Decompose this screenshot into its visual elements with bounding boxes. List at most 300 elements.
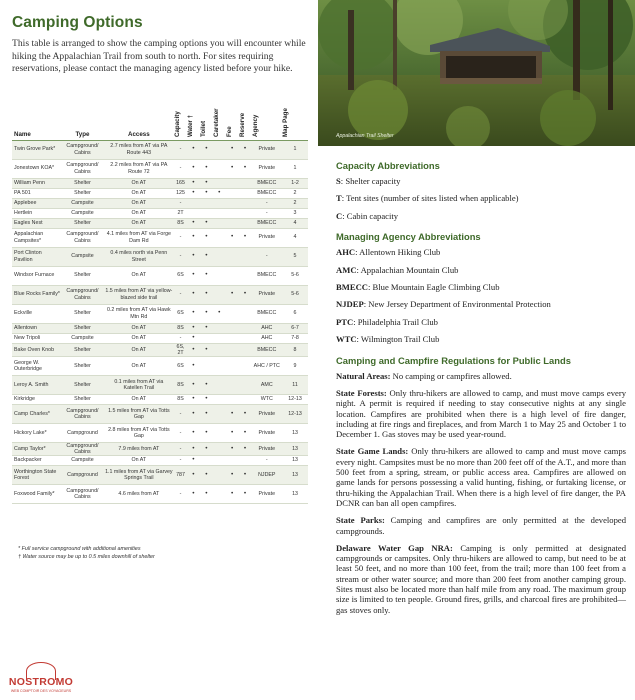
cell-type: Shelter — [61, 178, 103, 188]
cell-toilet — [200, 208, 213, 218]
table-row — [12, 484, 308, 503]
cell-map-page: 5 — [282, 247, 308, 266]
table-row — [12, 218, 308, 228]
cell-water: • — [187, 465, 200, 484]
header-capacity: Capacity — [174, 112, 187, 140]
cell-type: Shelter — [61, 343, 103, 356]
cell-capacity: 165 — [174, 178, 187, 188]
cell-access: 4.1 miles from AT via Forge Dam Rd — [104, 228, 174, 247]
cell-type: Campground/ Cabins — [61, 228, 103, 247]
header-access: Access — [104, 112, 174, 140]
cell-toilet: • — [200, 442, 213, 455]
cell-toilet: • — [200, 247, 213, 266]
cell-toilet: • — [200, 304, 213, 323]
cell-access: 0.2 miles from AT via Hawk Mtn Rd — [104, 304, 174, 323]
cell-type: Campground/ Cabins — [61, 442, 103, 455]
cell-capacity: - — [174, 423, 187, 442]
cell-caretaker — [213, 208, 226, 218]
cell-fee — [226, 188, 239, 198]
cell-water: • — [187, 188, 200, 198]
cell-toilet: • — [200, 404, 213, 423]
header-type: Type — [61, 112, 103, 140]
cell-reserve — [239, 356, 252, 375]
regulation-paragraph — [336, 543, 626, 615]
cell-access: On AT — [104, 178, 174, 188]
agency-abbr-title: Managing Agency Abbreviations — [336, 231, 481, 243]
cell-map-page: 6-7 — [282, 323, 308, 333]
cell-caretaker — [213, 159, 226, 178]
table-row — [12, 198, 308, 208]
cell-map-page: 6 — [282, 304, 308, 323]
capacity-abbr-description: : Cabin capacity — [342, 210, 399, 221]
agency-abbr-item — [336, 282, 626, 292]
cell-agency: Private — [252, 228, 283, 247]
regulation-text: Camping and campfires are only permitted at the developed campgrounds. — [336, 515, 626, 536]
cell-name: Foxwood Family* — [12, 484, 61, 503]
cell-agency: - — [252, 198, 283, 208]
cell-map-page: 3 — [282, 208, 308, 218]
cell-capacity: 8S — [174, 218, 187, 228]
cell-agency: BMECC — [252, 304, 283, 323]
cell-type: Shelter — [61, 375, 103, 394]
cell-reserve: • — [239, 404, 252, 423]
cell-access: 2.7 miles from AT via PA Route 443 — [104, 140, 174, 159]
cell-fee: • — [226, 140, 239, 159]
cell-fee — [226, 247, 239, 266]
cell-agency: Private — [252, 404, 283, 423]
cell-type: Campground/ Cabins — [61, 159, 103, 178]
cell-fee — [226, 266, 239, 285]
cell-agency: - — [252, 247, 283, 266]
cell-type: Campground — [61, 465, 103, 484]
agency-abbr-item — [336, 265, 626, 275]
cell-toilet: • — [200, 140, 213, 159]
cell-toilet — [200, 198, 213, 208]
capacity-abbr-item — [336, 211, 626, 221]
cell-toilet: • — [200, 285, 213, 304]
cell-map-page: 5-6 — [282, 285, 308, 304]
agency-abbr-description: : Philadelphia Trail Club — [353, 316, 438, 327]
cell-caretaker — [213, 285, 226, 304]
cell-fee: • — [226, 423, 239, 442]
cell-type: Shelter — [61, 266, 103, 285]
table-row — [12, 304, 308, 323]
table-row — [12, 394, 308, 404]
cell-access: 2.8 miles from AT via Totts Gap — [104, 423, 174, 442]
cell-water: • — [187, 285, 200, 304]
cell-reserve — [239, 455, 252, 465]
cell-toilet — [200, 455, 213, 465]
cell-name: Hickory Lake* — [12, 423, 61, 442]
cell-access: 4.6 miles from AT — [104, 484, 174, 503]
cell-toilet: • — [200, 394, 213, 404]
cell-caretaker — [213, 228, 226, 247]
cell-reserve — [239, 178, 252, 188]
cell-fee — [226, 178, 239, 188]
cell-reserve — [239, 247, 252, 266]
regulation-text: Only thru-hikers are allowed to camp, and must move camps every night. A permit is required if needing to stay consecutive nights at any single location. Campfires are prohibited when there is a high level of fire danger, including at fire rings and fireplaces, and from March 1 to May 25 and October 1 to December 1. Gas stoves may be used year-round. — [336, 387, 626, 440]
cell-caretaker — [213, 247, 226, 266]
cell-type: Campsite — [61, 208, 103, 218]
header-reserve: Reserve — [239, 112, 252, 140]
cell-access: On AT — [104, 323, 174, 333]
cell-capacity: 6S — [174, 356, 187, 375]
capacity-abbr-title: Capacity Abbreviations — [336, 160, 440, 171]
cell-fee — [226, 343, 239, 356]
cell-type: Campground — [61, 423, 103, 442]
cell-toilet: • — [200, 323, 213, 333]
table-row — [12, 247, 308, 266]
regulation-paragraph — [336, 388, 626, 439]
cell-map-page: 4 — [282, 228, 308, 247]
regulations-list — [336, 371, 626, 615]
header-toilet: Toilet — [200, 112, 213, 140]
cell-water: • — [187, 266, 200, 285]
cell-map-page: 7-8 — [282, 333, 308, 343]
cell-reserve: • — [239, 140, 252, 159]
capacity-abbr-item — [336, 193, 626, 203]
regulation-label: Delaware Water Gap NRA: — [336, 542, 453, 553]
cell-map-page: 13 — [282, 484, 308, 503]
cell-capacity: 6S — [174, 266, 187, 285]
cell-water: • — [187, 484, 200, 503]
cell-reserve — [239, 333, 252, 343]
cell-water: • — [187, 178, 200, 188]
cell-capacity: 125 — [174, 188, 187, 198]
cell-name: Applebee — [12, 198, 61, 208]
cell-reserve — [239, 188, 252, 198]
shelter-illustration — [318, 0, 635, 146]
cell-name: Bake Oven Knob — [12, 343, 61, 356]
cell-toilet: • — [200, 266, 213, 285]
cell-water: • — [187, 394, 200, 404]
footnote-full-service: * Full service campground with additional amenities — [18, 546, 141, 552]
table-row — [12, 159, 308, 178]
nostromo-logo — [4, 662, 78, 696]
cell-toilet: • — [200, 375, 213, 394]
cell-access: On AT — [104, 188, 174, 198]
header-map-page: Map Page — [282, 112, 308, 140]
cell-agency: - — [252, 208, 283, 218]
header-water: Water † — [187, 112, 200, 140]
cell-caretaker: • — [213, 304, 226, 323]
cell-access: 0.1 miles from AT via Katellen Trail — [104, 375, 174, 394]
cell-type: Campsite — [61, 198, 103, 208]
agency-abbr-description: : Allentown Hiking Club — [355, 247, 441, 258]
agency-abbr-description: : New Jersey Department of Environmental Protection — [363, 299, 551, 310]
capacity-abbr-item — [336, 176, 626, 186]
capacity-abbr-description: : Shelter capacity — [340, 176, 401, 186]
cell-caretaker — [213, 375, 226, 394]
right-column — [336, 160, 626, 622]
table-row — [12, 343, 308, 356]
cell-access: On AT — [104, 266, 174, 285]
cell-fee — [226, 356, 239, 375]
cell-name: Camp Taylor* — [12, 442, 61, 455]
table-row — [12, 356, 308, 375]
cell-type: Shelter — [61, 394, 103, 404]
cell-name: Hertlein — [12, 208, 61, 218]
cell-map-page: 13 — [282, 455, 308, 465]
cell-agency: BMECC — [252, 343, 283, 356]
cell-toilet — [200, 333, 213, 343]
cell-name: PA 501 — [12, 188, 61, 198]
table-header-row — [12, 112, 308, 140]
footnote-water: † Water source may be up to 0.5 miles downhill of shelter — [18, 554, 155, 560]
cell-capacity: 8S — [174, 394, 187, 404]
cell-type: Shelter — [61, 188, 103, 198]
cell-toilet: • — [200, 188, 213, 198]
cell-caretaker: • — [213, 188, 226, 198]
cell-type: Shelter — [61, 304, 103, 323]
agency-abbr-description: : Wilmington Trail Club — [356, 334, 440, 345]
cell-agency: AMC — [252, 375, 283, 394]
cell-map-page: 9 — [282, 356, 308, 375]
page-title: Camping Options — [12, 14, 143, 31]
table-row — [12, 228, 308, 247]
cell-fee — [226, 455, 239, 465]
cell-caretaker — [213, 198, 226, 208]
cell-name: Blue Rocks Family* — [12, 285, 61, 304]
cell-agency: AHC / PTC — [252, 356, 283, 375]
logo-tagline: WEB COMPTOIR DES VOYAGEURS — [10, 689, 72, 693]
cell-map-page: 1 — [282, 159, 308, 178]
cell-map-page: 12-13 — [282, 404, 308, 423]
cell-name: Leroy A. Smith — [12, 375, 61, 394]
cell-map-page: 13 — [282, 442, 308, 455]
cell-caretaker — [213, 404, 226, 423]
agency-abbr-item — [336, 247, 626, 257]
footnotes — [18, 545, 155, 561]
cell-caretaker — [213, 442, 226, 455]
cell-water: • — [187, 247, 200, 266]
cell-fee — [226, 375, 239, 394]
cell-capacity: - — [174, 285, 187, 304]
capacity-abbr-code: T — [336, 193, 342, 204]
cell-fee: • — [226, 465, 239, 484]
cell-map-page: 4 — [282, 218, 308, 228]
cell-toilet: • — [200, 159, 213, 178]
cell-access: 1.5 miles from AT via Totts Gap — [104, 404, 174, 423]
cell-map-page: 11 — [282, 375, 308, 394]
cell-type: Shelter — [61, 356, 103, 375]
logo-brand: NOSTROMO — [8, 676, 74, 688]
table-row — [12, 423, 308, 442]
cell-capacity: 6S — [174, 304, 187, 323]
table-row — [12, 188, 308, 198]
table-row — [12, 208, 308, 218]
cell-agency: NJDEP — [252, 465, 283, 484]
cell-water — [187, 208, 200, 218]
cell-name: Windsor Furnace — [12, 266, 61, 285]
cell-fee — [226, 208, 239, 218]
cell-caretaker — [213, 343, 226, 356]
agency-abbr-list — [336, 247, 626, 344]
cell-access: On AT — [104, 356, 174, 375]
cell-map-page: 1 — [282, 140, 308, 159]
cell-map-page: 2 — [282, 188, 308, 198]
cell-map-page: 12-13 — [282, 394, 308, 404]
cell-name: New Tripoli — [12, 333, 61, 343]
agency-abbr-item — [336, 334, 626, 344]
cell-reserve — [239, 394, 252, 404]
table-row — [12, 140, 308, 159]
cell-access: On AT — [104, 343, 174, 356]
cell-water: • — [187, 218, 200, 228]
regulation-paragraph — [336, 515, 626, 536]
cell-water: • — [187, 333, 200, 343]
agency-abbr-code: WTC — [336, 334, 357, 345]
cell-name: Jonestown KOA* — [12, 159, 61, 178]
cell-name: George W. Outerbridge — [12, 356, 61, 375]
cell-capacity: - — [174, 198, 187, 208]
cell-type: Campground/ Cabins — [61, 285, 103, 304]
table-row — [12, 455, 308, 465]
table-row — [12, 465, 308, 484]
cell-agency: BMECC — [252, 188, 283, 198]
cell-capacity: - — [174, 247, 187, 266]
shelter-photo — [318, 0, 635, 146]
cell-type: Campsite — [61, 455, 103, 465]
cell-water: • — [187, 442, 200, 455]
cell-map-page: 13 — [282, 423, 308, 442]
cell-access: On AT — [104, 208, 174, 218]
cell-caretaker — [213, 394, 226, 404]
cell-agency: Private — [252, 442, 283, 455]
cell-access: 2.2 miles from AT via PA Route 72 — [104, 159, 174, 178]
cell-capacity: - — [174, 442, 187, 455]
agency-abbr-item — [336, 317, 626, 327]
agency-abbr-code: PTC — [336, 316, 354, 327]
table-row — [12, 323, 308, 333]
cell-map-page: 5-6 — [282, 266, 308, 285]
regulation-label: Natural Areas: — [336, 370, 391, 381]
cell-name: Eagles Nest — [12, 218, 61, 228]
cell-water: • — [187, 159, 200, 178]
cell-agency: BMECC — [252, 178, 283, 188]
cell-caretaker — [213, 484, 226, 503]
cell-caretaker — [213, 333, 226, 343]
header-name: Name — [12, 112, 61, 140]
cell-type: Campground/ Cabins — [61, 484, 103, 503]
cell-capacity: - — [174, 140, 187, 159]
header-caretaker: Caretaker — [213, 112, 226, 140]
cell-reserve: • — [239, 423, 252, 442]
regulation-label: State Game Lands: — [336, 446, 409, 457]
cell-capacity: - — [174, 484, 187, 503]
cell-water: • — [187, 455, 200, 465]
regulation-label: State Parks: — [336, 515, 385, 526]
cell-fee — [226, 394, 239, 404]
cell-toilet: • — [200, 178, 213, 188]
cell-reserve — [239, 266, 252, 285]
capacity-abbr-code: S — [336, 176, 341, 186]
cell-access: On AT — [104, 455, 174, 465]
cell-map-page: 2 — [282, 198, 308, 208]
cell-fee: • — [226, 159, 239, 178]
cell-name: Appalachian Campsites* — [12, 228, 61, 247]
cell-water: • — [187, 140, 200, 159]
cell-type: Campsite — [61, 247, 103, 266]
photo-caption: Appalachian Trail Shelter — [336, 133, 394, 139]
cell-agency: Private — [252, 140, 283, 159]
cell-reserve: • — [239, 465, 252, 484]
table-row — [12, 178, 308, 188]
regulation-text: Camping is only permitted at designated campgrounds or campsites. Only thru-hikers are allowed to camp, but need to be at least 50 feet, and no more than 100 feet, from the trail; more than 100 feet from a stream or other water source; and more than 200 feet from another camping group. Sites must also be located more than half mile from any road. The maximum group size is limited to ten people. Ground fires, grills, and charcoal fires are prohibited—gas stoves only. — [336, 542, 626, 615]
intro-paragraph: This table is arranged to show the camping options you will encounter while hiking the Appalachian Trail from south to north. For sites requiring reservations, please contact the managing agency listed before your hike. — [12, 38, 306, 75]
cell-map-page: 1-2 — [282, 178, 308, 188]
cell-agency: Private — [252, 285, 283, 304]
cell-type: Shelter — [61, 218, 103, 228]
cell-reserve: • — [239, 442, 252, 455]
cell-agency: - — [252, 455, 283, 465]
cell-name: Worthington State Forest — [12, 465, 61, 484]
cell-name: William Penn — [12, 178, 61, 188]
cell-agency: BMECC — [252, 218, 283, 228]
cell-name: Twin Grove Park* — [12, 140, 61, 159]
table-row — [12, 442, 308, 455]
cell-fee — [226, 333, 239, 343]
cell-fee — [226, 218, 239, 228]
cell-agency: AHC — [252, 323, 283, 333]
cell-reserve — [239, 323, 252, 333]
cell-reserve — [239, 218, 252, 228]
cell-caretaker — [213, 356, 226, 375]
cell-caretaker — [213, 218, 226, 228]
camping-options-table — [12, 107, 308, 504]
cell-reserve: • — [239, 484, 252, 503]
cell-access: On AT — [104, 198, 174, 208]
cell-capacity: - — [174, 228, 187, 247]
cell-capacity: 8S — [174, 323, 187, 333]
cell-type: Campsite — [61, 333, 103, 343]
cell-name: Eckville — [12, 304, 61, 323]
regulation-paragraph — [336, 446, 626, 508]
cell-caretaker — [213, 140, 226, 159]
cell-reserve: • — [239, 285, 252, 304]
cell-fee — [226, 198, 239, 208]
cell-fee — [226, 323, 239, 333]
cell-type: Campground/ Cabins — [61, 404, 103, 423]
cell-capacity: 787 — [174, 465, 187, 484]
cell-agency: Private — [252, 159, 283, 178]
cell-capacity: - — [174, 404, 187, 423]
agency-abbr-item — [336, 299, 626, 309]
cell-water — [187, 198, 200, 208]
cell-agency: AHC — [252, 333, 283, 343]
regulation-paragraph — [336, 371, 626, 381]
cell-water: • — [187, 423, 200, 442]
cell-agency: Private — [252, 484, 283, 503]
cell-toilet: • — [200, 484, 213, 503]
cell-access: On AT — [104, 218, 174, 228]
cell-agency: Private — [252, 423, 283, 442]
cell-reserve — [239, 343, 252, 356]
agency-abbr-code: BMECC — [336, 282, 368, 293]
capacity-abbr-code: C — [336, 210, 343, 221]
cell-water: • — [187, 375, 200, 394]
cell-caretaker — [213, 423, 226, 442]
cell-name: Allentown — [12, 323, 61, 333]
cell-toilet: • — [200, 343, 213, 356]
cell-access: On AT — [104, 333, 174, 343]
cell-toilet: • — [200, 465, 213, 484]
cell-access: 0.4 miles north via Penn Street — [104, 247, 174, 266]
cell-capacity: 8S — [174, 375, 187, 394]
header-fee: Fee — [226, 112, 239, 140]
cell-fee — [226, 304, 239, 323]
cell-water: • — [187, 404, 200, 423]
